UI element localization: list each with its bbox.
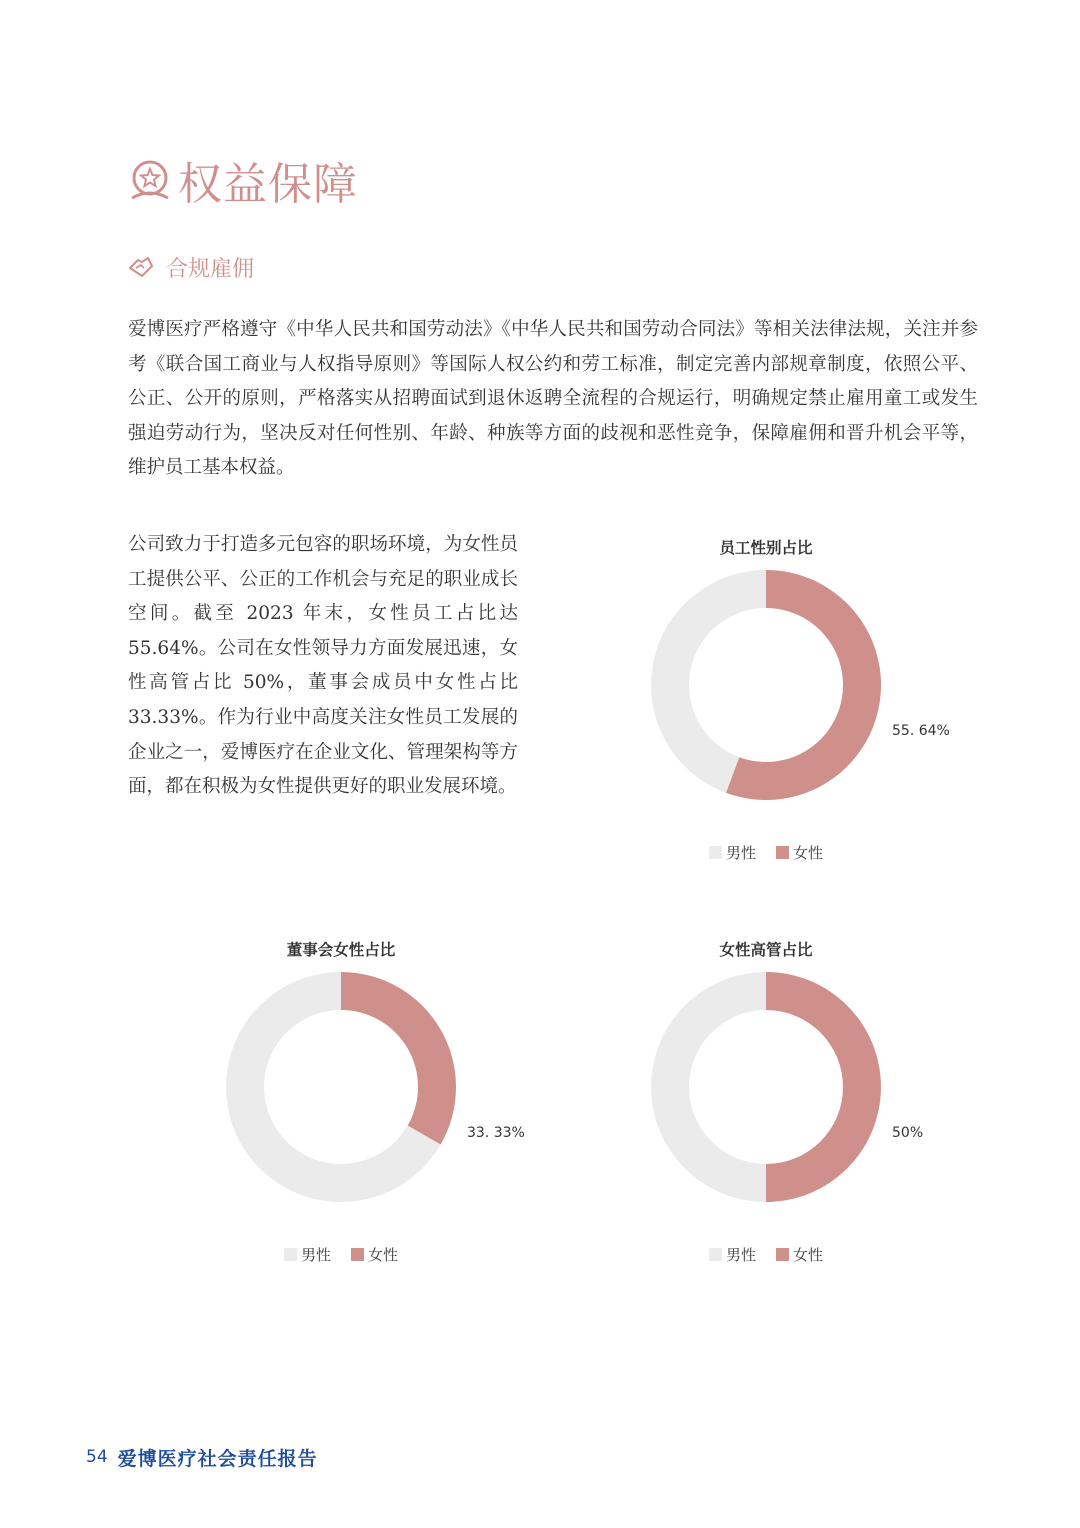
chart-title: 女性高管占比	[719, 941, 813, 959]
page-number: 54	[86, 1447, 108, 1467]
board-female-ratio-chart	[226, 938, 525, 1278]
donut-chart-svg	[651, 972, 924, 1202]
page-title: 权益保障	[178, 159, 358, 210]
chart-legend	[226, 1244, 456, 1265]
legend-swatch	[776, 846, 789, 859]
diversity-paragraph: 公司致力于打造多元包容的职场环境，为女性员工提供公平、公正的工作机会与充足的职业成长空间。截至 2023 年末，女性员工占比达 55.64%。公司在女性领导力方面发展迅速，女性高管占比 50%，董事会成员中女性占比 33.33%。作为行业中高度关注女性员工发展的企业之一，爱博医疗在企业文化、管理架构等方面，都在积极为女性提供更好的职业发展环境。	[128, 534, 518, 798]
section-title-row	[128, 250, 254, 284]
chart-legend	[651, 842, 881, 863]
chart-title: 员工性别占比	[719, 539, 813, 557]
handshake-icon	[128, 256, 154, 278]
section-title: 合规雇佣	[166, 256, 255, 282]
chart-legend	[651, 1244, 881, 1265]
legend-swatch	[351, 1248, 364, 1261]
legend-label: 女性	[368, 1246, 399, 1264]
legend-label: 女性	[793, 1246, 824, 1264]
donut-slice-male	[651, 972, 766, 1202]
donut-slice-female	[341, 972, 456, 1144]
donut-slice-male	[651, 570, 766, 793]
data-label: 55. 64%	[892, 723, 950, 739]
data-label: 50%	[892, 1125, 924, 1141]
legend-label: 男性	[300, 1246, 331, 1264]
legend-label: 男性	[725, 844, 756, 862]
legend-item	[709, 1244, 756, 1265]
donut-chart-svg	[226, 972, 525, 1202]
donut-chart-svg	[651, 570, 950, 800]
legend-swatch	[284, 1248, 297, 1261]
female-executive-ratio-chart	[651, 938, 924, 1278]
legend-label: 女性	[793, 844, 824, 862]
gender-ratio-chart	[651, 536, 950, 876]
chart-title: 董事会女性占比	[286, 941, 396, 959]
donut-slice-female	[766, 972, 881, 1202]
shield-star-icon	[128, 158, 172, 202]
legend-item	[709, 842, 756, 863]
report-name: 爱博医疗社会责任报告	[117, 1447, 318, 1470]
legend-item	[351, 1244, 398, 1265]
legend-swatch	[709, 846, 722, 859]
legend-swatch	[776, 1248, 789, 1261]
legend-item	[776, 1244, 823, 1265]
legend-item	[284, 1244, 331, 1265]
page-title-row	[128, 150, 358, 210]
legend-item	[776, 842, 823, 863]
page-footer	[86, 1442, 318, 1472]
intro-paragraph: 爱博医疗严格遵守《中华人民共和国劳动法》《中华人民共和国劳动合同法》等相关法律法规，关注并参考《联合国工商业与人权指导原则》等国际人权公约和劳工标准，制定完善内部规章制度，依照公平、公正、公开的原则，严格落实从招聘面试到退休返聘全流程的合规运行，明确规定禁止雇用童工或发生强迫劳动行为，坚决反对任何性别、年龄、种族等方面的歧视和恶性竞争，保障雇佣和晋升机会平等，维护员工基本权益。	[128, 319, 978, 479]
data-label: 33. 33%	[467, 1125, 525, 1141]
legend-swatch	[709, 1248, 722, 1261]
legend-label: 男性	[725, 1246, 756, 1264]
